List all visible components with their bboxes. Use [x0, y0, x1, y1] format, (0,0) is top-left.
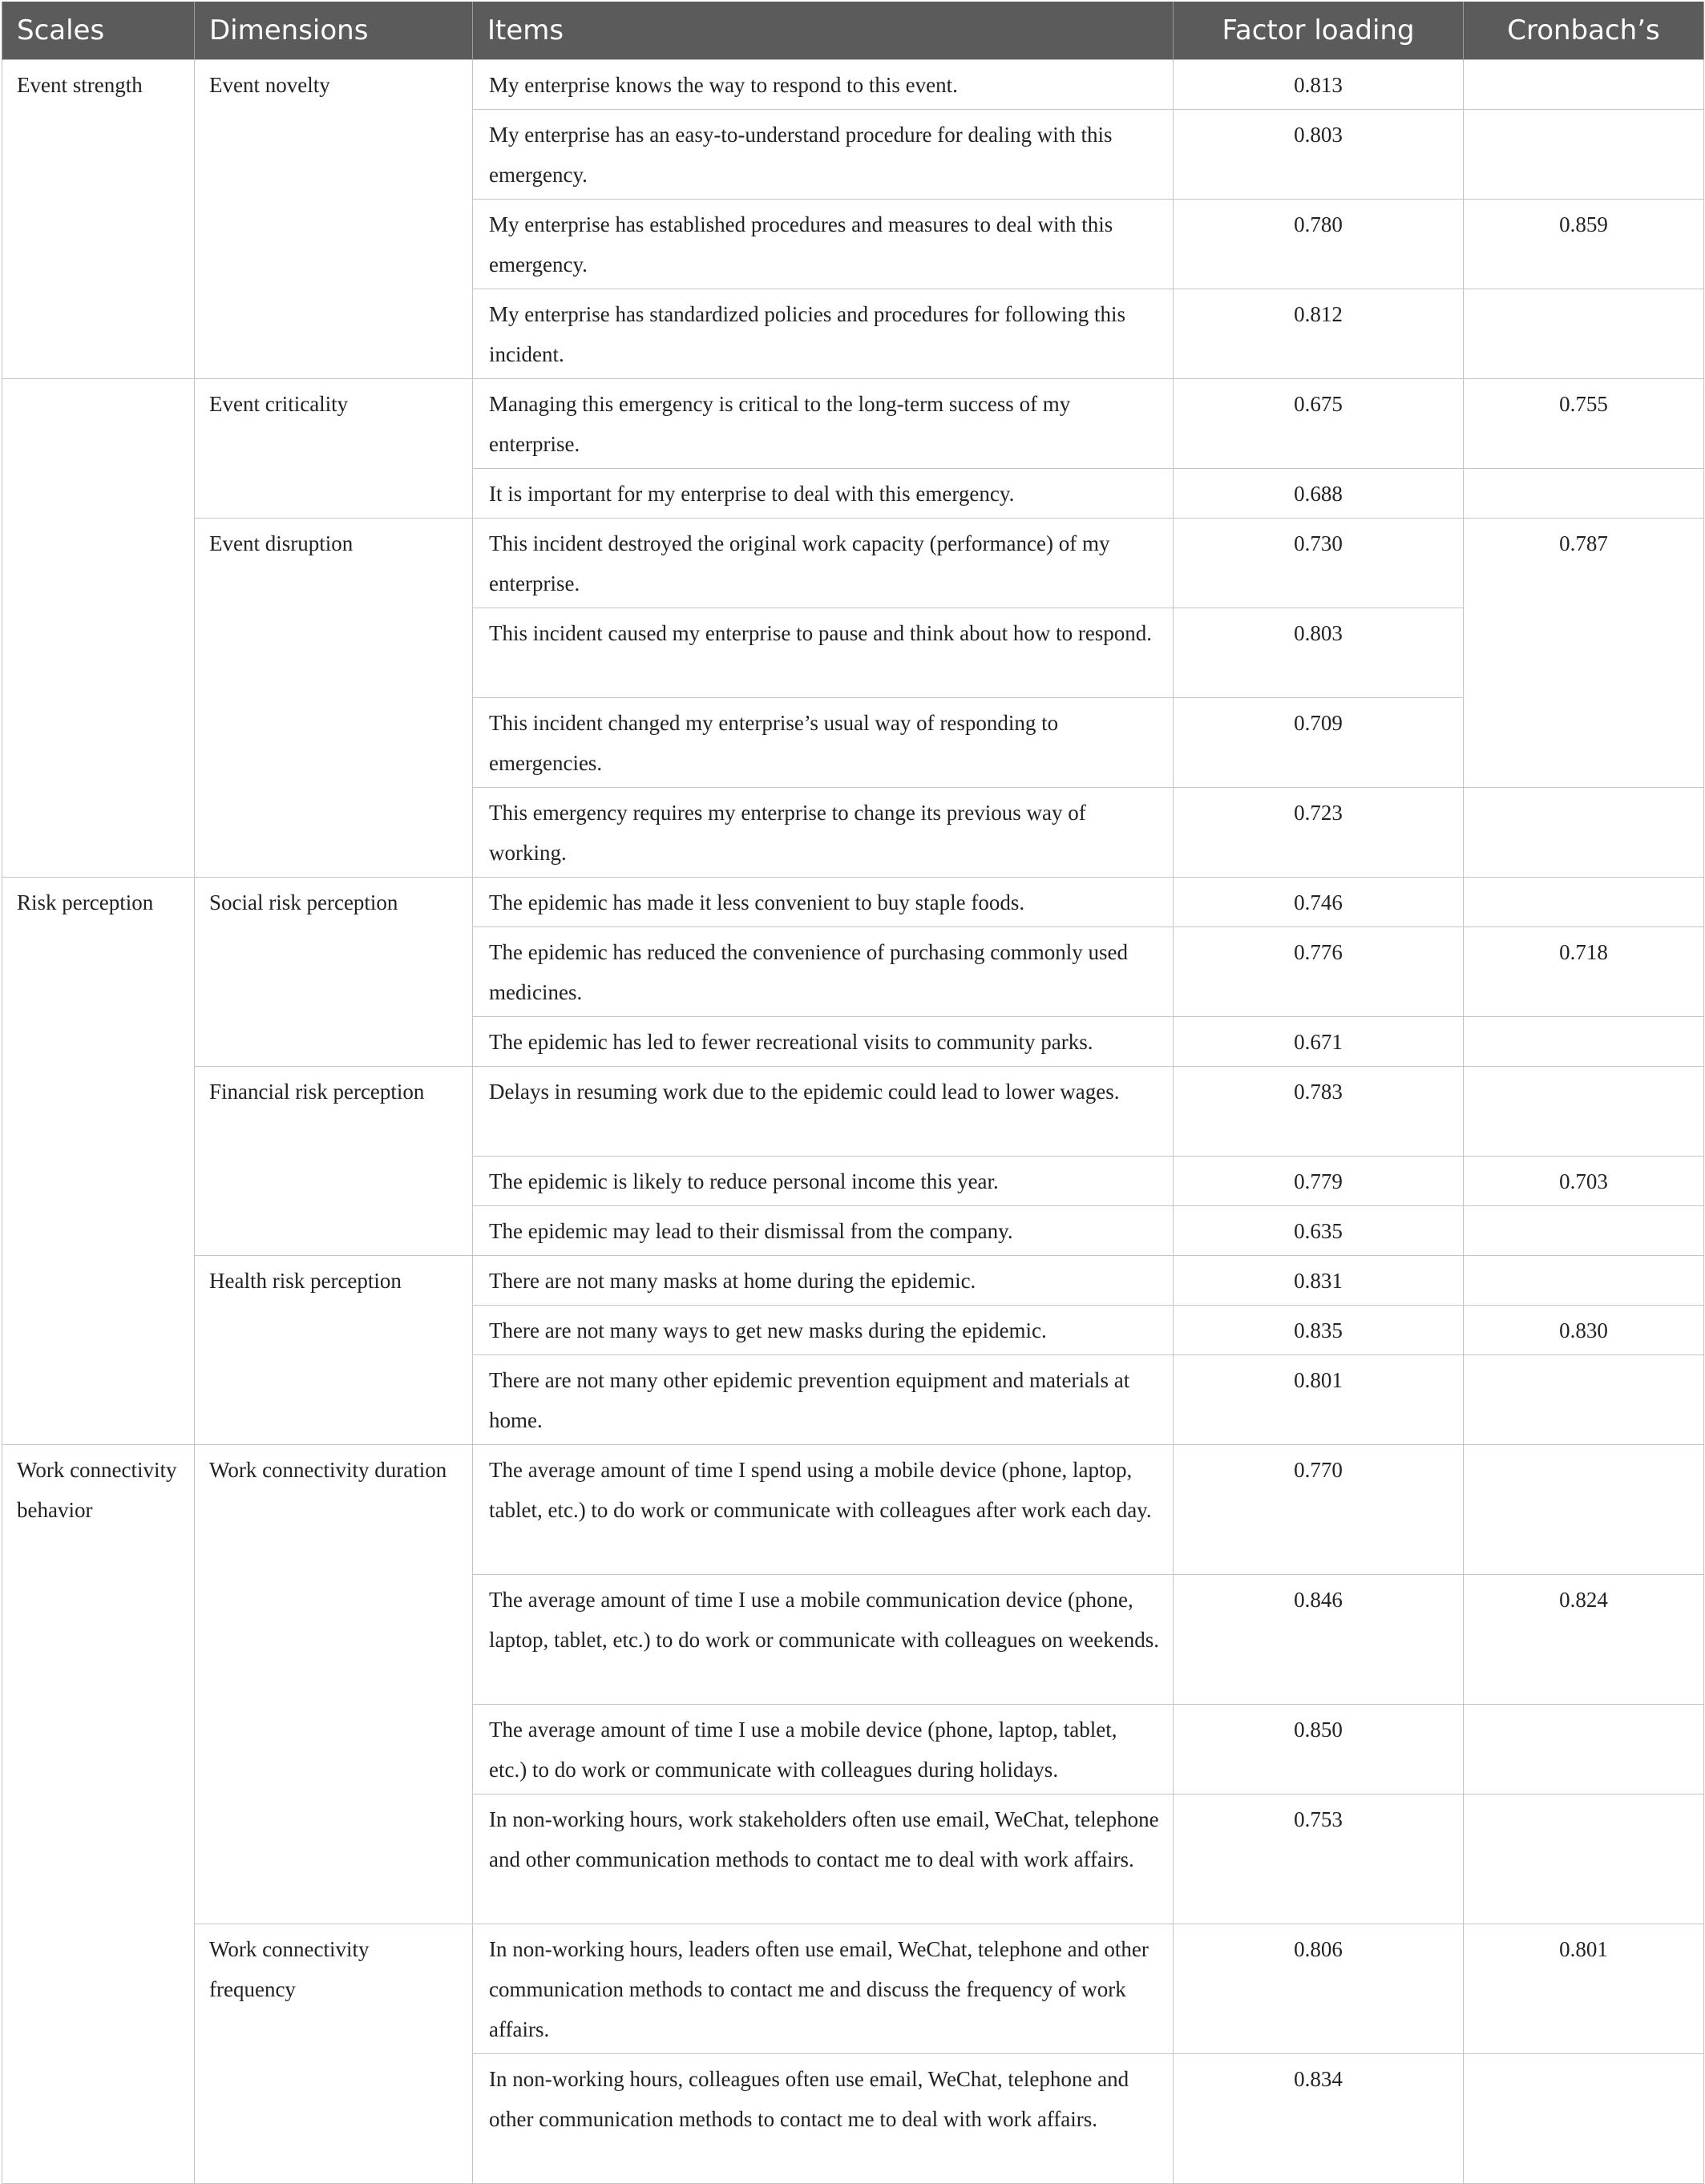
header-factor-loading: Factor loading [1174, 2, 1464, 59]
item-cell: In non-working hours, colleagues often use email, WeChat, telephone and other communication methods to contact me to deal with work affairs. [473, 2053, 1174, 2183]
alpha-cell [1464, 787, 1704, 877]
item-cell: The epidemic is likely to reduce personal income this year. [473, 1156, 1174, 1205]
alpha-cell: 0.824 [1464, 1574, 1704, 1704]
item-cell: This incident destroyed the original work capacity (performance) of my enterprise. [473, 518, 1174, 608]
item-cell: My enterprise knows the way to respond to this event. [473, 59, 1174, 109]
loading-cell: 0.846 [1174, 1574, 1464, 1704]
scale-cell: Risk perception [2, 877, 195, 1444]
dimension-cell: Health risk perception [195, 1255, 473, 1444]
table-row [2, 1255, 1704, 1305]
measurement-table-container [2, 2, 1703, 2184]
table-row [2, 877, 1704, 926]
loading-cell: 0.813 [1174, 59, 1464, 109]
loading-cell: 0.850 [1174, 1704, 1464, 1794]
alpha-cell [1464, 109, 1704, 199]
alpha-cell [1464, 1016, 1704, 1066]
item-cell: There are not many ways to get new masks during the epidemic. [473, 1305, 1174, 1354]
loading-cell: 0.806 [1174, 1924, 1464, 2053]
loading-cell: 0.779 [1174, 1156, 1464, 1205]
alpha-cell [1464, 59, 1704, 109]
alpha-cell: 0.755 [1464, 378, 1704, 468]
item-cell: It is important for my enterprise to deal with this emergency. [473, 468, 1174, 518]
loading-cell: 0.688 [1174, 468, 1464, 518]
item-cell: My enterprise has established procedures and measures to deal with this emergency. [473, 199, 1174, 289]
item-cell: The epidemic has reduced the convenience of purchasing commonly used medicines. [473, 926, 1174, 1016]
scale-cell: Work connectivity behavior [2, 1444, 195, 2183]
table-row [2, 1924, 1704, 2053]
scale-cell [2, 378, 195, 877]
loading-cell: 0.730 [1174, 518, 1464, 608]
item-cell: In non-working hours, work stakeholders often use email, WeChat, telephone and other communication methods to contact me to deal with work affairs. [473, 1794, 1174, 1924]
item-cell: Managing this emergency is critical to the long-term success of my enterprise. [473, 378, 1174, 468]
header-row [2, 2, 1704, 59]
loading-cell: 0.746 [1174, 877, 1464, 926]
loading-cell: 0.709 [1174, 697, 1464, 787]
loading-cell: 0.780 [1174, 199, 1464, 289]
loading-cell: 0.635 [1174, 1205, 1464, 1255]
table-row [2, 378, 1704, 468]
dimension-cell: Work connectivity frequency [195, 1924, 473, 2183]
loading-cell: 0.801 [1174, 1354, 1464, 1444]
loading-cell: 0.803 [1174, 109, 1464, 199]
item-cell: This incident caused my enterprise to pause and think about how to respond. [473, 608, 1174, 697]
item-cell: The average amount of time I use a mobile device (phone, laptop, tablet, etc.) to do work or communicate with colleagues during holidays. [473, 1704, 1174, 1794]
alpha-cell [1464, 468, 1704, 518]
table-row [2, 1066, 1704, 1156]
alpha-cell [1464, 1794, 1704, 1924]
dimension-cell: Event novelty [195, 59, 473, 378]
alpha-cell: 0.801 [1464, 1924, 1704, 2053]
loading-cell: 0.671 [1174, 1016, 1464, 1066]
item-cell: The average amount of time I use a mobile communication device (phone, laptop, tablet, etc.) to do work or communicate with colleagues on weekends. [473, 1574, 1174, 1704]
item-cell: My enterprise has standardized policies and procedures for following this incident. [473, 289, 1174, 378]
alpha-cell [1464, 1255, 1704, 1305]
header-scales: Scales [2, 2, 195, 59]
dimension-cell: Work connectivity duration [195, 1444, 473, 1924]
alpha-cell: 0.787 [1464, 518, 1704, 787]
loading-cell: 0.783 [1174, 1066, 1464, 1156]
dimension-cell: Financial risk perception [195, 1066, 473, 1255]
loading-cell: 0.675 [1174, 378, 1464, 468]
item-cell: My enterprise has an easy-to-understand procedure for dealing with this emergency. [473, 109, 1174, 199]
alpha-cell [1464, 2053, 1704, 2183]
loading-cell: 0.835 [1174, 1305, 1464, 1354]
alpha-cell [1464, 1066, 1704, 1156]
dimension-cell: Event criticality [195, 378, 473, 518]
alpha-cell [1464, 1704, 1704, 1794]
item-cell: There are not many other epidemic prevention equipment and materials at home. [473, 1354, 1174, 1444]
item-cell: This incident changed my enterprise’s usual way of responding to emergencies. [473, 697, 1174, 787]
loading-cell: 0.723 [1174, 787, 1464, 877]
alpha-cell: 0.703 [1464, 1156, 1704, 1205]
item-cell: The average amount of time I spend using a mobile device (phone, laptop, tablet, etc.) to do work or communicate with colleagues after work each day. [473, 1444, 1174, 1574]
item-cell: In non-working hours, leaders often use email, WeChat, telephone and other communication methods to contact me and discuss the frequency of work affairs. [473, 1924, 1174, 2053]
header-dimensions: Dimensions [195, 2, 473, 59]
table-row [2, 518, 1704, 608]
table-row [2, 1444, 1704, 1574]
item-cell: Delays in resuming work due to the epidemic could lead to lower wages. [473, 1066, 1174, 1156]
alpha-cell: 0.718 [1464, 926, 1704, 1016]
item-cell: The epidemic has led to fewer recreational visits to community parks. [473, 1016, 1174, 1066]
header-items: Items [473, 2, 1174, 59]
alpha-cell [1464, 1354, 1704, 1444]
alpha-cell [1464, 877, 1704, 926]
loading-cell: 0.776 [1174, 926, 1464, 1016]
loading-cell: 0.753 [1174, 1794, 1464, 1924]
loading-cell: 0.834 [1174, 2053, 1464, 2183]
item-cell: There are not many masks at home during the epidemic. [473, 1255, 1174, 1305]
dimension-cell: Social risk perception [195, 877, 473, 1066]
alpha-cell: 0.830 [1464, 1305, 1704, 1354]
loading-cell: 0.812 [1174, 289, 1464, 378]
alpha-cell [1464, 1205, 1704, 1255]
loading-cell: 0.770 [1174, 1444, 1464, 1574]
item-cell: The epidemic may lead to their dismissal from the company. [473, 1205, 1174, 1255]
item-cell: This emergency requires my enterprise to change its previous way of working. [473, 787, 1174, 877]
alpha-cell [1464, 289, 1704, 378]
table-row [2, 59, 1704, 109]
item-cell: The epidemic has made it less convenient to buy staple foods. [473, 877, 1174, 926]
loading-cell: 0.831 [1174, 1255, 1464, 1305]
alpha-cell [1464, 1444, 1704, 1574]
header-cronbach: Cronbach’s [1464, 2, 1704, 59]
loading-cell: 0.803 [1174, 608, 1464, 697]
measurement-table [2, 2, 1704, 2184]
dimension-cell: Event disruption [195, 518, 473, 877]
alpha-cell: 0.859 [1464, 199, 1704, 289]
scale-cell: Event strength [2, 59, 195, 378]
